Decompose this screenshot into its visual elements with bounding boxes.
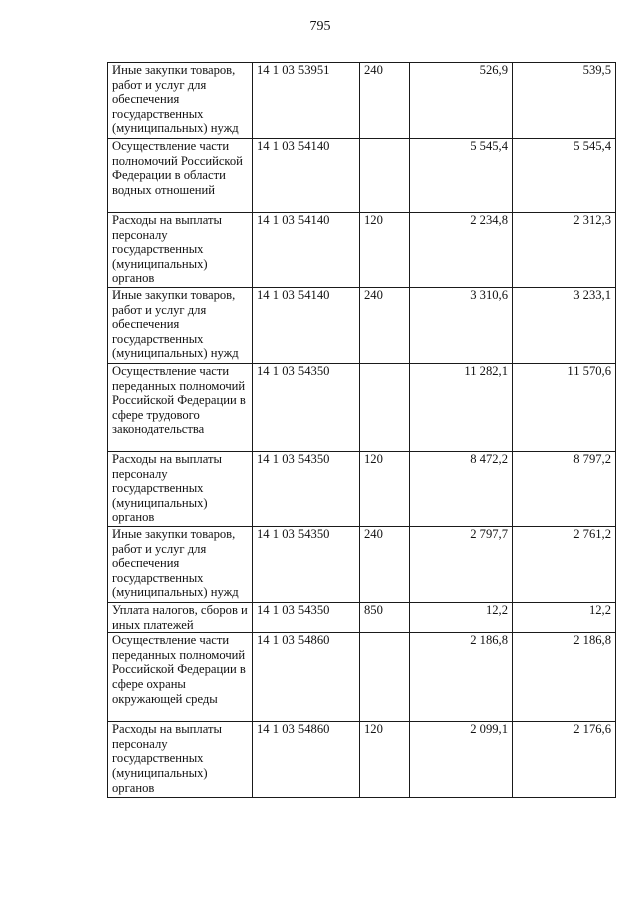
budget-table-body <box>108 63 616 798</box>
target-article-code-cell: 14 1 03 54350 <box>253 603 360 633</box>
amount-first-year-cell: 5 545,4 <box>410 139 513 213</box>
expense-name-cell: Иные закупки товаров, работ и услуг для обеспечения государственных (муниципальных) нужд <box>108 288 253 364</box>
expense-type-cell <box>360 139 410 213</box>
amount-first-year-cell: 8 472,2 <box>410 452 513 527</box>
target-article-code-cell: 14 1 03 54140 <box>253 139 360 213</box>
expense-type-cell: 850 <box>360 603 410 633</box>
expense-type-cell: 120 <box>360 213 410 288</box>
expense-type-cell: 240 <box>360 63 410 139</box>
amount-second-year-cell: 11 570,6 <box>513 364 616 452</box>
table-row <box>108 63 616 139</box>
target-article-code-cell: 14 1 03 54860 <box>253 722 360 798</box>
expense-name-cell: Расходы на выплаты персоналу государственных (муниципальных) органов <box>108 452 253 527</box>
amount-first-year-cell: 11 282,1 <box>410 364 513 452</box>
expense-name-cell: Уплата налогов, сборов и иных платежей <box>108 603 253 633</box>
expense-type-cell: 120 <box>360 722 410 798</box>
amount-first-year-cell: 2 099,1 <box>410 722 513 798</box>
target-article-code-cell: 14 1 03 54140 <box>253 288 360 364</box>
table-row <box>108 527 616 603</box>
amount-second-year-cell: 5 545,4 <box>513 139 616 213</box>
expense-name-cell: Осуществление части переданных полномочий Российской Федерации в сфере трудового законодательства <box>108 364 253 452</box>
expense-name-cell: Осуществление части переданных полномочий Российской Федерации в сфере охраны окружающей среды <box>108 633 253 722</box>
expense-name-cell: Иные закупки товаров, работ и услуг для обеспечения государственных (муниципальных) нужд <box>108 527 253 603</box>
target-article-code-cell: 14 1 03 53951 <box>253 63 360 139</box>
target-article-code-cell: 14 1 03 54860 <box>253 633 360 722</box>
expense-name-cell: Иные закупки товаров, работ и услуг для обеспечения государственных (муниципальных) нужд <box>108 63 253 139</box>
expense-type-cell <box>360 364 410 452</box>
budget-table <box>107 62 616 798</box>
amount-second-year-cell: 2 761,2 <box>513 527 616 603</box>
amount-first-year-cell: 3 310,6 <box>410 288 513 364</box>
expense-type-cell: 240 <box>360 288 410 364</box>
target-article-code-cell: 14 1 03 54350 <box>253 527 360 603</box>
table-row <box>108 452 616 527</box>
amount-second-year-cell: 2 186,8 <box>513 633 616 722</box>
amount-first-year-cell: 12,2 <box>410 603 513 633</box>
table-row <box>108 603 616 633</box>
table-row <box>108 364 616 452</box>
expense-type-cell <box>360 633 410 722</box>
amount-second-year-cell: 2 312,3 <box>513 213 616 288</box>
expense-type-cell: 240 <box>360 527 410 603</box>
table-row <box>108 633 616 722</box>
table-row <box>108 288 616 364</box>
expense-name-cell: Осуществление части полномочий Российской Федерации в области водных отношений <box>108 139 253 213</box>
target-article-code-cell: 14 1 03 54350 <box>253 452 360 527</box>
amount-second-year-cell: 3 233,1 <box>513 288 616 364</box>
table-row <box>108 213 616 288</box>
amount-second-year-cell: 2 176,6 <box>513 722 616 798</box>
amount-second-year-cell: 12,2 <box>513 603 616 633</box>
table-row <box>108 139 616 213</box>
target-article-code-cell: 14 1 03 54350 <box>253 364 360 452</box>
expense-type-cell: 120 <box>360 452 410 527</box>
table-row <box>108 722 616 798</box>
amount-first-year-cell: 526,9 <box>410 63 513 139</box>
target-article-code-cell: 14 1 03 54140 <box>253 213 360 288</box>
amount-first-year-cell: 2 186,8 <box>410 633 513 722</box>
amount-first-year-cell: 2 234,8 <box>410 213 513 288</box>
amount-second-year-cell: 539,5 <box>513 63 616 139</box>
expense-name-cell: Расходы на выплаты персоналу государственных (муниципальных) органов <box>108 722 253 798</box>
page-number: 795 <box>309 19 331 34</box>
expense-name-cell: Расходы на выплаты персоналу государственных (муниципальных) органов <box>108 213 253 288</box>
amount-first-year-cell: 2 797,7 <box>410 527 513 603</box>
amount-second-year-cell: 8 797,2 <box>513 452 616 527</box>
